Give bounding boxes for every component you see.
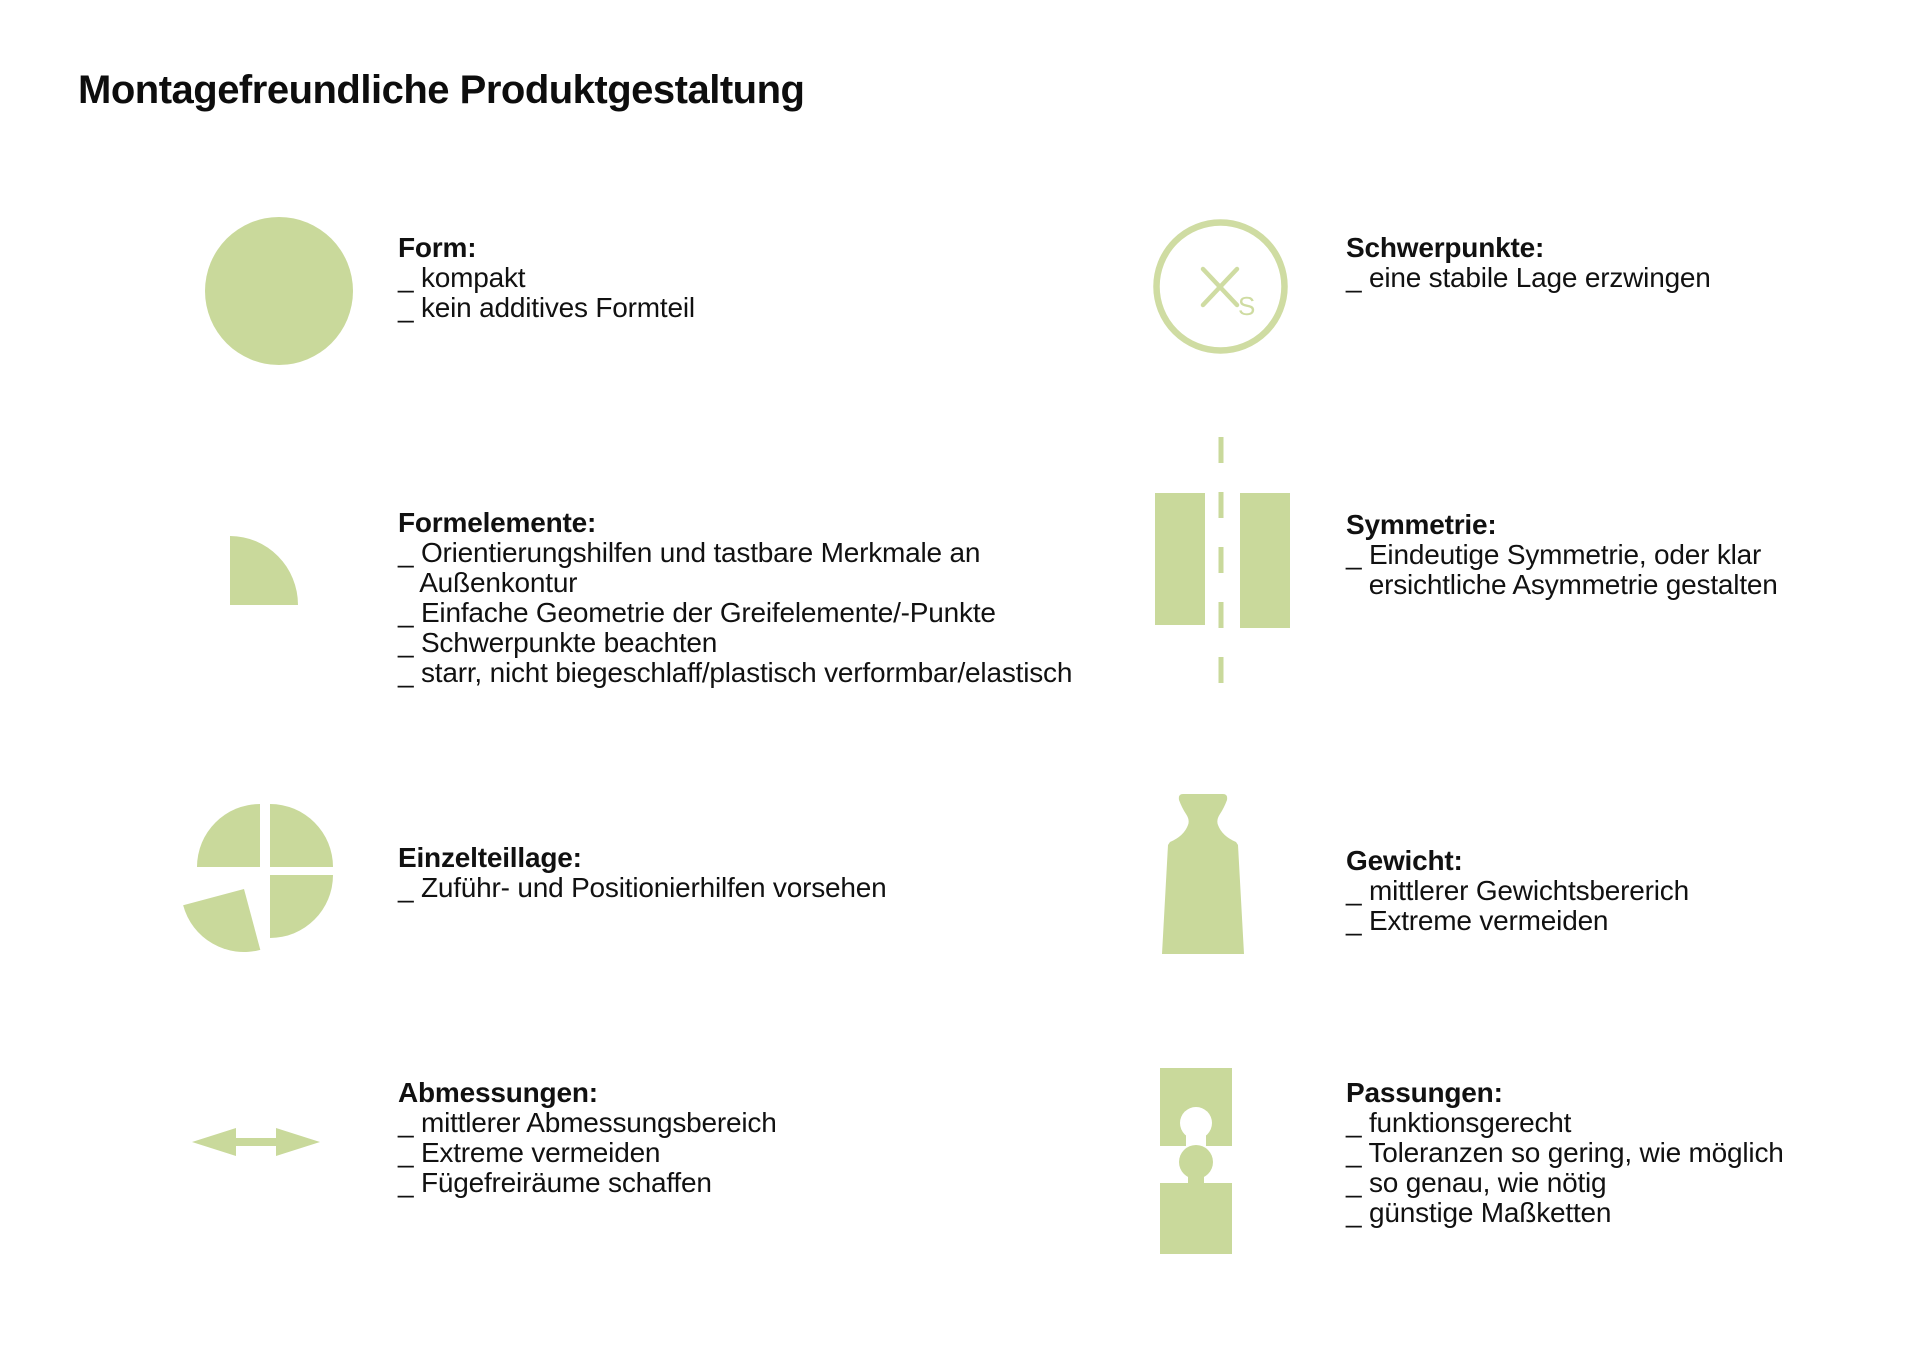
bullet-line: Außenkontur — [398, 567, 578, 598]
bullet-line: _ günstige Maßketten — [1346, 1197, 1612, 1228]
section-symmetrie — [1346, 510, 1778, 600]
weight-icon — [1158, 791, 1248, 957]
section-schwerpunkte — [1346, 233, 1711, 293]
section-einzelteillage — [398, 843, 887, 903]
puzzle-fit-icon — [1159, 1066, 1234, 1256]
section-heading: Passungen: — [1346, 1077, 1503, 1108]
bullet-line: _ kompakt — [398, 262, 526, 293]
bullet-line: _ Zuführ- und Positionierhilfen vorsehen — [398, 872, 887, 903]
bullet-line: _ so genau, wie nötig — [1346, 1167, 1607, 1198]
section-heading: Einzelteillage: — [398, 842, 582, 873]
section-heading: Abmessungen: — [398, 1077, 598, 1108]
bullet-line: _ Extreme vermeiden — [398, 1137, 661, 1168]
bullet-line: _ Fügefreiräume schaffen — [398, 1167, 712, 1198]
bullet-line: _ Orientierungshilfen und tastbare Merkmale an — [398, 537, 981, 568]
bullet-line: _ mittlerer Gewichtsbererich — [1346, 875, 1689, 906]
section-heading: Gewicht: — [1346, 845, 1463, 876]
bullet-line: _ Einfache Geometrie der Greifelemente/-Punkte — [398, 597, 996, 628]
bullet-line: _ Eindeutige Symmetrie, oder klar — [1346, 539, 1762, 570]
section-form — [398, 233, 695, 323]
bullet-line: _ funktionsgerecht — [1346, 1107, 1572, 1138]
bullet-line: _ Schwerpunkte beachten — [398, 627, 718, 658]
exploded-pie-icon — [176, 797, 334, 955]
section-heading: Formelemente: — [398, 507, 597, 538]
quarter-circle-icon — [230, 536, 298, 605]
bullet-line: _ eine stabile Lage erzwingen — [1346, 262, 1711, 293]
page-title: Montagefreundliche Produktgestaltung — [78, 68, 805, 112]
section-heading: Schwerpunkte: — [1346, 232, 1545, 263]
section-gewicht — [1346, 846, 1689, 936]
bullet-line: _ Extreme vermeiden — [1346, 905, 1609, 936]
section-passungen — [1346, 1078, 1784, 1228]
center-of-gravity-icon — [1151, 217, 1290, 356]
xs-subscript-label: S — [1238, 291, 1256, 321]
double-arrow-icon — [192, 1126, 320, 1158]
section-heading: Symmetrie: — [1346, 509, 1497, 540]
bullet-line: ersichtliche Asymmetrie gestalten — [1346, 569, 1778, 600]
bullet-line: _ starr, nicht biegeschlaff/plastisch verformbar/elastisch — [398, 657, 1073, 688]
section-formelemente — [398, 508, 1072, 688]
section-heading: Form: — [398, 232, 477, 263]
bullet-line: _ mittlerer Abmessungsbereich — [398, 1107, 777, 1138]
bullet-line: _ Toleranzen so gering, wie möglich — [1346, 1137, 1784, 1168]
section-abmessungen — [398, 1078, 777, 1198]
compact-form-circle-icon — [205, 217, 353, 365]
symmetry-icon — [1152, 434, 1292, 684]
bullet-line: _ kein additives Formteil — [398, 292, 695, 323]
